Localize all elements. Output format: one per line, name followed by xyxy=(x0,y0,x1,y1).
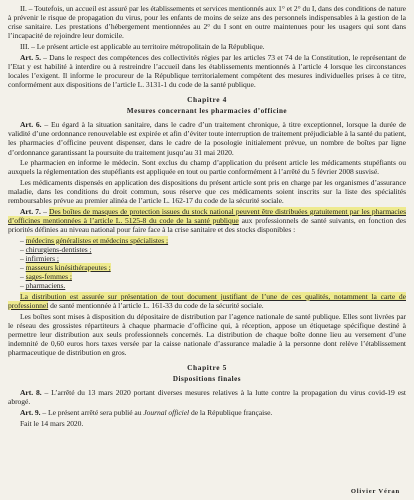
article-6-label: Art. 6. xyxy=(20,120,42,130)
list-item: – infirmiers ; xyxy=(20,253,59,263)
chapter-4-number: Chapitre 4 xyxy=(187,95,227,105)
paragraph-art4-ii: II. – Toutefois, un accueil est assuré par les établissements et services mentionnés aux 1° et 2° du I, dans des conditions de nature à prévenir le risque de propagation du virus, pour les enfants de moins de seize ans des personnels indispensables à la gestion de la crise sanitaire. Les prestations d’hébergement mentionnées au 2° du I sont en outre maintenues pour les usagers qui sont dans l’incapacité de rejoindre leur domicile. xyxy=(8,4,406,41)
article-7-paragraph-2 xyxy=(8,292,406,310)
article-6-text: – Eu égard à la situation sanitaire, dans le cadre d’un traitement chronique, à titre exceptionnel, lorsque la durée de validité d’une ordonnance renouvelable est expirée et afin d’éviter toute interruption de traitement préjudiciable à la santé du patient, les pharmacies d’officine peuvent dispenser, dans le cadre de la posologie initialement prévue, un nombre de boîtes par ligne d’ordonnance garantissant la poursuite du traitement jusqu’au 31 mai 2020. xyxy=(8,120,407,157)
list-item: – masseurs kinésithérapeutes ; xyxy=(20,263,111,272)
list-item-text: infirmiers ; xyxy=(25,253,59,263)
signature-name: Olivier Véran xyxy=(350,487,400,495)
closing-date: Fait le 14 mars 2020. xyxy=(20,418,84,428)
article-9-label: Art. 9. xyxy=(20,408,41,418)
article-5-label: Art. 5. xyxy=(20,52,41,62)
article-7-dash: – xyxy=(40,206,50,216)
article-8-text: – L’arrêté du 13 mars 2020 portant diverses mesures relatives à la lutte contre la propagation du virus covid-19 est abrogé. xyxy=(8,388,406,407)
article-6 xyxy=(8,120,406,156)
article-7-text: aux professionnels de santé suivants, en fonction des priorités définies au niveau national pour faire face à la crise sanitaire et des stocks disponibles : xyxy=(8,215,406,235)
article-6-paragraph-2: Le pharmacien en informe le médecin. Sont exclus du champ d’application du présent article les médicaments stupéfiants ou auxquels la réglementation des stupéfiants est appliquée en tout ou partie conformément à l’arrêté du 5 février 2008 susvisé. xyxy=(8,158,406,177)
article-7-highlight-1: Des boîtes de masques de protection issues du stock national peuvent être distribuées gratuitement par les pharmacies d’officines mentionnées à l’article L. 5125-8 du code de la santé publique xyxy=(8,206,406,225)
list-item-text: masseurs kinésithérapeutes ; xyxy=(25,263,111,272)
list-item-text: médecins généralistes et médecins spécialistes ; xyxy=(25,235,169,245)
chapter-5-number: Chapitre 5 xyxy=(187,363,227,373)
article-5-text: – Dans le respect des compétences des collectivités régies par les articles 73 et 74 de la Constitution, le représentant de l’Etat y est habilité à interdire ou à restreindre l’accueil dans les établissements mentionnés à l’article 4 lorsque les circonstances locales l’exigent. Il informe le procureur de la République territorialement compétent des mesures individuelles prises à ce titre, conformément aux dispositions de l’article L. 3131-1 du code de la santé publique. xyxy=(8,52,406,89)
list-item: – médecins généralistes et médecins spécialistes ; xyxy=(20,235,169,245)
article-6-paragraph-3: Les médicaments dispensés en application des dispositions du présent article sont pris en charge par les organismes d’assurance maladie, dans les conditions du droit commun, sous réserve que ces médicaments soient inscrits sur la liste des spécialités remboursables prévue au premier alinéa de l’article L. 162-17 du code de la sécurité sociale. xyxy=(8,177,406,206)
chapter-4-title: Mesures concernant les pharmacies d’officine xyxy=(126,107,288,116)
article-9-text-b: de la République française. xyxy=(189,408,273,418)
list-item: – pharmaciens. xyxy=(20,281,66,291)
professions-list xyxy=(20,236,406,291)
article-7-paragraph-3: Les boîtes sont mises à disposition du dépositaire de distribution par l’agence nationale de santé publique. Elles sont livrées par le réseau des grossistes répartiteurs à chaque pharmacie d’officine qui, à réception, appose un étiquetage spécifique destiné à permettre leur distribution aux seuls professionnels concernés. La distribution de chaque boîte donne lieu au versement d’une indemnité de 0,60 euros hors taxes versée par la caisse nationale d’assurance maladie à la personne dont relève l’établissement pharmaceutique de distribution en gros. xyxy=(8,311,406,358)
chapter-5-title: Dispositions finales xyxy=(172,375,242,384)
paragraph-art4-iii: III. – Le présent article est applicable au territoire métropolitain de la République. xyxy=(20,41,265,51)
article-7 xyxy=(8,207,406,234)
article-7-highlight-2: La distribution est assurée sur présentation de tout document justifiant de l’une de ces qualités, notamment la carte de professionnel xyxy=(8,291,406,310)
article-5 xyxy=(8,53,406,89)
list-item: – chirurgiens-dentistes ; xyxy=(20,244,92,254)
article-9-text-a: – Le présent arrêté sera publié au xyxy=(40,408,144,418)
article-7-label: Art. 7. xyxy=(20,206,41,216)
article-8-label: Art. 8. xyxy=(20,388,42,398)
list-item-text: pharmaciens. xyxy=(25,281,66,291)
article-7-text-2: de santé mentionnée à l’article L. 161-33 du code de la sécurité sociale. xyxy=(48,300,264,310)
list-item-text: sages-femmes ; xyxy=(25,272,72,282)
list-item-text: chirurgiens-dentistes ; xyxy=(25,244,92,254)
article-9-journal: Journal officiel xyxy=(143,408,190,418)
article-9 xyxy=(8,408,406,417)
article-8 xyxy=(8,388,406,406)
list-item: – sages-femmes ; xyxy=(20,272,72,282)
